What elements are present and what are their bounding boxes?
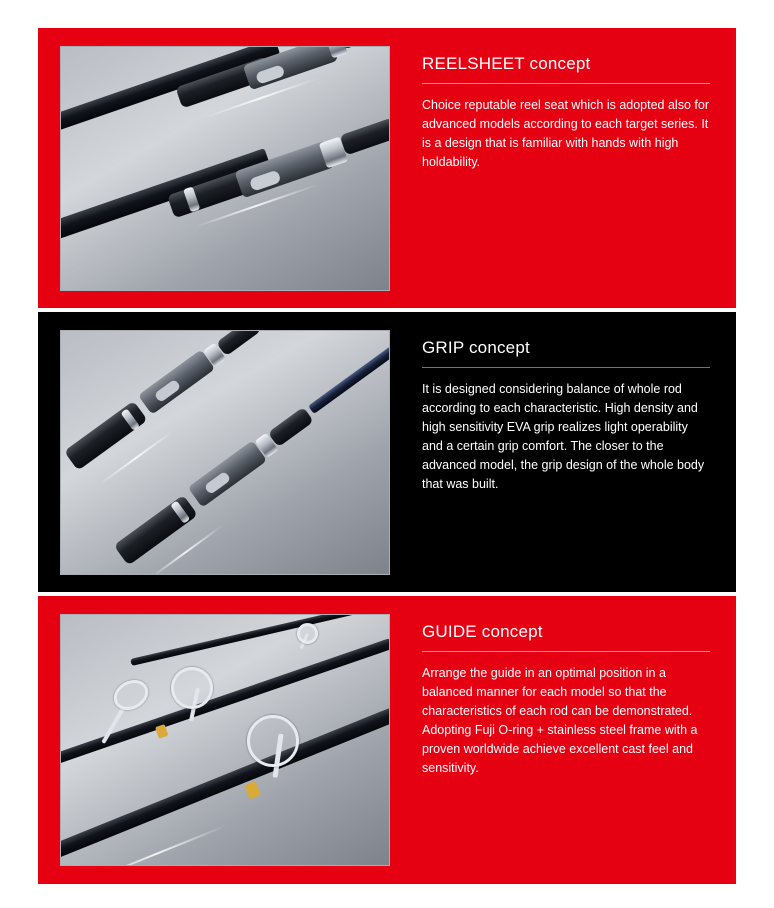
guide-ring-small-upper [297, 623, 318, 644]
fore-grip-upper-2 [216, 330, 262, 356]
grip-body: It is designed considering balance of whole rod according to each characteristic. High density and high sensitivity EVA grip realizes light operability and a certain grip comfort. The closer to the advanced model, the grip design of the whole body that was built. [422, 382, 705, 491]
grip-photo [60, 330, 390, 575]
grip-title-rule [422, 367, 710, 368]
rod-blank-upper [60, 46, 280, 136]
guide-ring-lower [247, 715, 299, 767]
fore-grip-lower [340, 117, 390, 155]
panel-grip [38, 312, 736, 592]
rod-blank-lower-2 [308, 335, 390, 414]
panel-reelseat [38, 28, 736, 308]
guide-ring-middle [171, 667, 213, 709]
reelseat-title-rule [422, 83, 710, 84]
reelseat-text-column [390, 28, 736, 308]
grip-title: GRIP concept [422, 338, 530, 357]
rod-blank-lower [60, 148, 270, 247]
grip-photo-wrap [60, 330, 390, 592]
grip-text-column [390, 312, 736, 592]
reel-seat-lower [234, 141, 334, 199]
rod-blank-guide-middle [60, 638, 390, 766]
panel-guide [38, 596, 736, 884]
grip-butt-upper [64, 401, 148, 471]
reelseat-title: REELSHEET concept [422, 54, 591, 73]
guide-wrap-gold-lower [244, 781, 261, 799]
guide-title: GUIDE concept [422, 622, 543, 641]
guide-photo-wrap [60, 614, 390, 884]
guide-title-rule [422, 651, 710, 652]
guide-photo [60, 614, 390, 866]
guide-ring-left [109, 674, 154, 716]
fore-grip-lower-2 [268, 407, 314, 447]
reelseat-photo [60, 46, 390, 291]
guide-text-column [390, 596, 736, 884]
guide-body: Arrange the guide in an optimal position in a balanced manner for each model so that the characteristics of each rod can be demonstrated. Adopting Fuji O-ring + stainless steel frame with a proven worldwide achieve excellent cast feel and sensitivity. [422, 666, 698, 775]
grip-butt-lower [114, 495, 198, 566]
reelseat-body: Choice reputable reel seat which is adopted also for advanced models according to each target series. It is a design that is familiar with hands with high holdability. [422, 98, 709, 169]
reelseat-photo-wrap [60, 46, 390, 308]
